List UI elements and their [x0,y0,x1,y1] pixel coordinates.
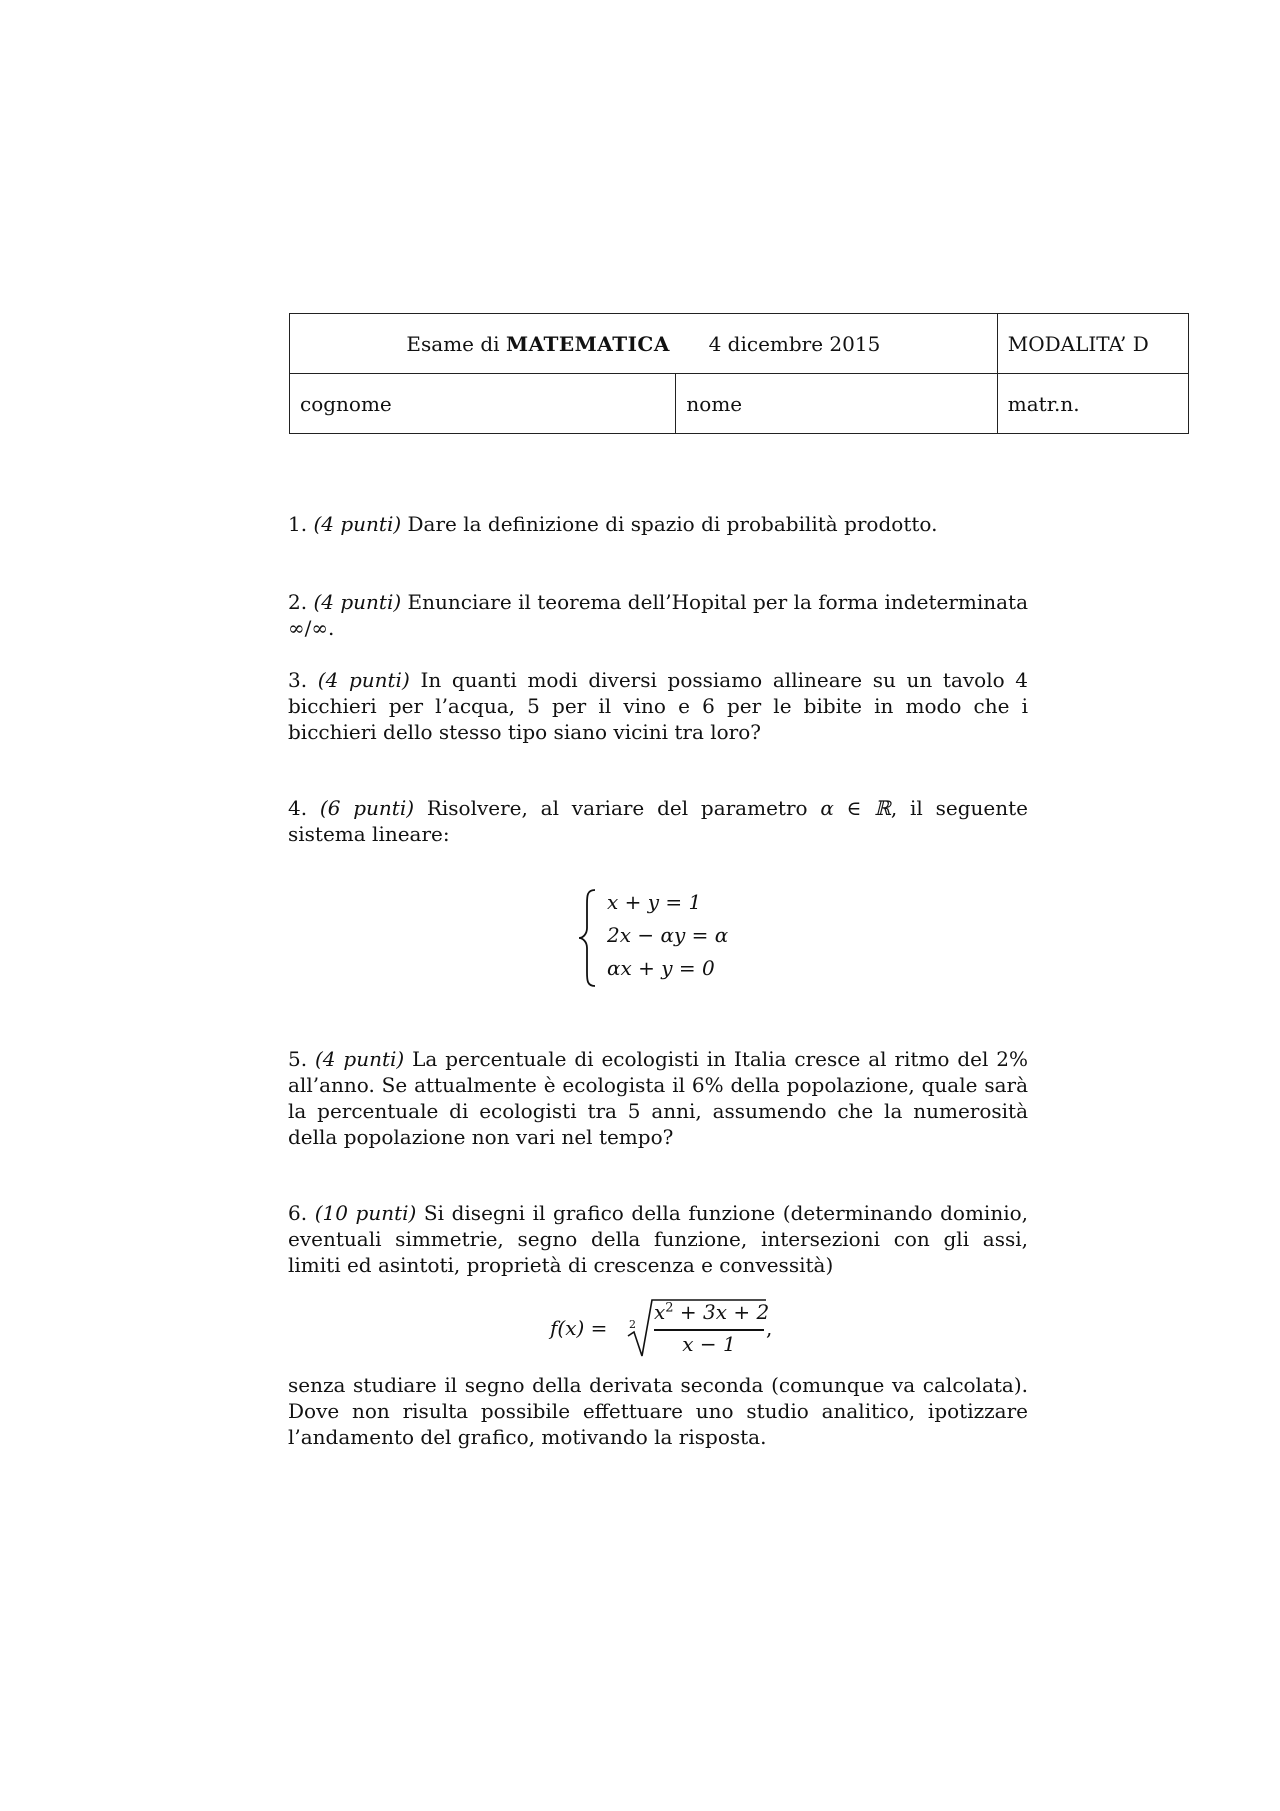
exam-header-table [289,313,1189,434]
exercise-text: In quanti modi diversi possiamo allineare su un tavolo 4 bicchieri per l’acqua, 5 per il vino e 6 per le bibite in modo che i bicchieri dello stesso tipo siano vicini tra loro? [288,668,1029,744]
exercise-text: Enunciare il teorema dell’Hopital per la forma indeterminata ∞/∞. [288,590,1029,640]
numerator-exponent: 2 [665,1300,674,1316]
formula-numerator [654,1300,770,1324]
exercise-points: (6 punti) [319,796,415,820]
exercise-text: Dare la definizione di spazio di probabilità prodotto. [407,512,938,536]
exam-title-cell [290,314,998,374]
exercise-number: 1. [288,512,308,536]
exercise-1 [288,511,1028,537]
numerator-variable: x [654,1300,666,1324]
numerator-rest: + 3x + 2 [673,1300,770,1324]
exercise-3 [288,667,1028,745]
system-equation-1: x + y = 1 [607,890,702,914]
name-field: nome [676,374,997,434]
system-equation-3: αx + y = 0 [607,956,715,980]
exercise-5 [288,1046,1028,1150]
formula-denominator: x − 1 [682,1332,736,1356]
exercise-text: La percentuale di ecologisti in Italia cresce al ritmo del 2% all’anno. Se attualmente è ecologista il 6% della popolazione, quale sarà la percentuale di ecologisti tra 5 anni, assumendo che la numerosità della popolazione non vari nel tempo? [288,1047,1029,1149]
exam-mode: MODALITA’ D [997,314,1188,374]
linear-system [577,888,777,988]
parameter-alpha: α ∈ ℝ [820,796,891,820]
exercise-number: 4. [288,796,308,820]
student-id-field: matr.n. [997,374,1188,434]
exercise-points: (4 punti) [317,668,410,692]
exercise-points: (4 punti) [313,590,402,614]
root-index: 2 [629,1318,636,1331]
exercise-points: (4 punti) [313,512,402,536]
exercise-text: senza studiare il segno della derivata seconda (comunque va calcolata). Dove non risulta possibile effettuare uno studio analitico, ipotizzare l’andamento del grafico, motivando la risposta. [288,1373,1028,1449]
exercise-number: 3. [288,668,308,692]
exercise-6 [288,1200,1028,1278]
system-equation-2: 2x − αy = α [607,923,729,947]
fraction-bar [654,1329,764,1331]
exercise-number: 6. [288,1201,308,1225]
function-formula [550,1298,850,1358]
surname-field: cognome [290,374,676,434]
exercise-number: 5. [288,1047,308,1071]
exercise-points: (4 punti) [315,1047,405,1071]
exercise-text: Si disegni il grafico della funzione (determinando dominio, eventuali simmetrie, segno della funzione, intersezioni con gli assi, limiti ed asintoti, proprietà di crescenza e convessità) [288,1201,1029,1277]
exercise-4 [288,795,1028,847]
exam-subject: MATEMATICA [505,331,670,356]
formula-comma: , [766,1316,773,1340]
exercise-text: Risolvere, al variare del parametro [426,796,808,820]
exercise-number: 2. [288,590,308,614]
exam-date: 4 dicembre 2015 [708,331,881,356]
exercise-2 [288,589,1028,641]
exam-prefix: Esame di [406,331,500,356]
exercise-points: (10 punti) [314,1201,417,1225]
formula-lhs: f(x) = [550,1316,608,1340]
left-brace-icon [577,888,597,988]
exercise-6-continued [288,1372,1028,1450]
exercise-text-continued: , il seguente sistema lineare: [288,796,1028,846]
